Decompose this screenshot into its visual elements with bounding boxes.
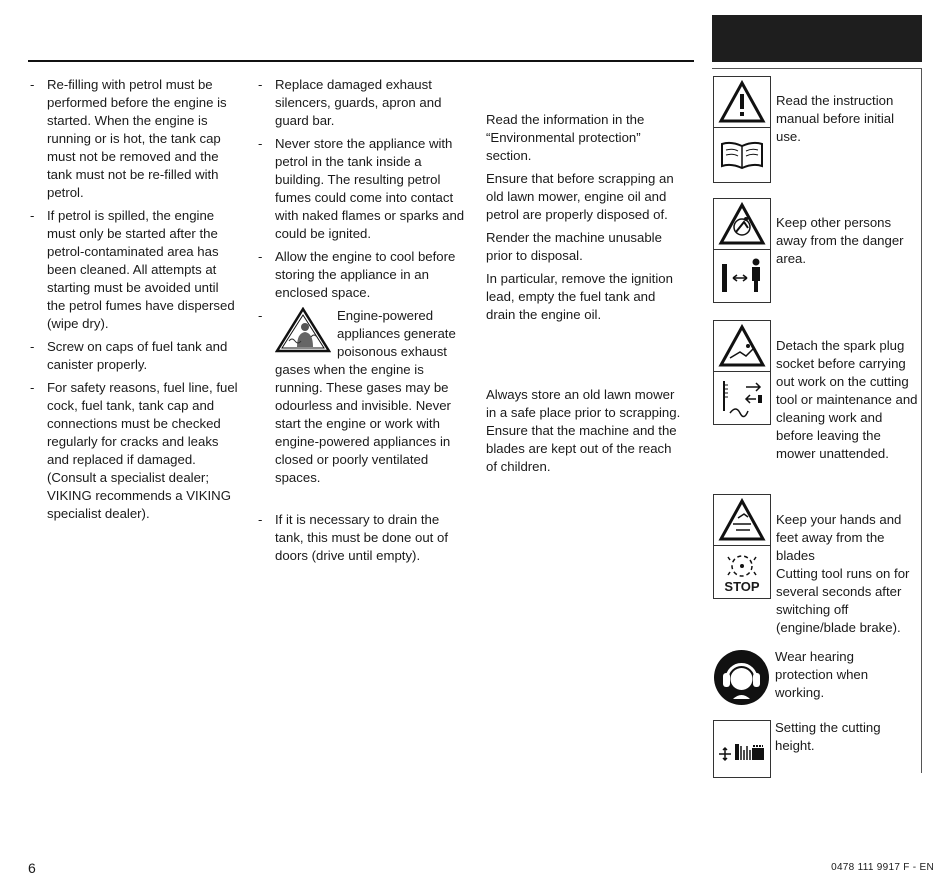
list-item-text: Screw on caps of fuel tank and canister properly.: [47, 339, 228, 372]
symbol-cutting-height-text: Setting the cutting height.: [775, 720, 881, 753]
page-number: 6: [28, 860, 36, 876]
sidebar-top-rule: [712, 68, 922, 69]
symbol-runon-text: Cutting tool runs on for several seconds after switching off (engine/blade brake).: [776, 566, 910, 635]
danger-area-warning-icon: [713, 198, 771, 250]
spark-plug-icon: [713, 371, 771, 425]
list-item: - Engine-powered appliances generate poisonous exhaust gases when the engine is running. These gases may be odourless and invisible. Never start the engine or work with engine-powered appliances in closed or poorly ventilated spaces.: [258, 308, 456, 485]
list-item: - Re-filling with petrol must be performed before the engine is started. When the engine is running or is hot, the tank cap must not be removed and the tank must not be re-filled with petrol.: [30, 77, 227, 200]
symbol-hearing-text: Wear hearing protection when working.: [775, 649, 869, 700]
warning-triangle-icon: [713, 76, 771, 128]
list-item-text: Never store the appliance with petrol in the tank inside a building. The resulting petrol fumes could come into contact with naked flames or sparks and could be ignited.: [275, 136, 465, 241]
list-item-text: If petrol is spilled, the engine must only be started after the petrol-contaminated area has been cleaned. All attempts at starting must be avoided until the petrol fumes have dispersed (wipe dry).: [47, 208, 235, 331]
blade-stop-icon: [713, 545, 771, 599]
paragraph: Always store an old lawn mower in a safe place prior to scrapping. Ensure that the machine and the blades are kept out of the reach of children.: [486, 387, 681, 474]
document-code: 0478 111 9917 F - EN: [831, 862, 934, 873]
list-item: - If petrol is spilled, the engine must only be started after the petrol-contaminated area has been cleaned. All attempts at starting must be avoided until the petrol fumes have dispersed (wipe dry).: [30, 208, 235, 331]
symbol-read-manual-text: Read the instruction manual before initial use.: [776, 93, 895, 144]
cutting-height-icon: [713, 720, 771, 778]
symbol-spark-plug-text: Detach the spark plug socket before carrying out work on the cutting tool or maintenance and cleaning work and before leaving the mower unattended.: [776, 338, 918, 461]
header-tab-block: [712, 15, 922, 62]
list-item: - Replace damaged exhaust silencers, guards, apron and guard bar.: [258, 77, 442, 128]
column-3: [486, 111, 686, 329]
list-item: - Never store the appliance with petrol in the tank inside a building. The resulting petrol fumes could come into contact with naked flames or sparks and could be ignited.: [258, 136, 465, 241]
list-item-text: Re-filling with petrol must be performed before the engine is started. When the engine is running or is hot, the tank cap must not be removed and the tank must not be re-filled with petrol.: [47, 77, 227, 200]
list-item-text: Allow the engine to cool before storing the appliance in an enclosed space.: [275, 249, 456, 300]
paragraph: Render the machine unusable prior to disposal.: [486, 230, 662, 263]
exhaust-gas-warning-icon: [275, 307, 331, 353]
list-item-text: For safety reasons, fuel line, fuel cock, fuel tank, tank cap and connections must be checked regularly for cracks and leaks and replaced if damaged. (Consult a specialist dealer; VIKING recommends a VIKING specialist dealer).: [47, 380, 238, 521]
list-item: - Allow the engine to cool before storing the appliance in an enclosed space.: [258, 249, 456, 300]
column-3-lower: [486, 386, 686, 481]
list-item: - If it is necessary to drain the tank, this must be done out of doors (drive until empty).: [258, 512, 449, 563]
bystander-distance-icon: [713, 249, 771, 303]
list-item-text: Engine-powered appliances generate poisonous exhaust gases when the engine is running. These gases may be odourless and invisible. Never start the engine or work with engine-powered appliances in closed or poorly ventilated spaces.: [275, 308, 456, 485]
paragraph: Ensure that before scrapping an old lawn mower, engine oil and petrol are properly disposed of.: [486, 171, 674, 222]
hearing-protection-icon: [713, 649, 770, 706]
paragraph: Read the information in the “Environmental protection” section.: [486, 112, 645, 163]
list-item: - Screw on caps of fuel tank and canister properly.: [30, 339, 228, 372]
list-item-text: If it is necessary to drain the tank, this must be done out of doors (drive until empty).: [275, 512, 449, 563]
header-rule: [28, 60, 694, 62]
column-1: [28, 76, 240, 528]
list-item-text: Replace damaged exhaust silencers, guards, apron and guard bar.: [275, 77, 442, 128]
paragraph: In particular, remove the ignition lead, empty the fuel tank and drain the engine oil.: [486, 271, 673, 322]
symbol-hands-feet-text: Keep your hands and feet away from the blades: [776, 512, 902, 563]
manual-book-icon: [713, 127, 771, 183]
column-2: [256, 76, 466, 570]
list-item: - For safety reasons, fuel line, fuel cock, fuel tank, tank cap and connections must be checked regularly for cracks and leaks and replaced if damaged. (Consult a specialist dealer; VIKING recommends a VIKING specialist dealer).: [30, 380, 238, 521]
blade-hazard-warning-icon: [713, 494, 771, 546]
symbol-keep-away-text: Keep other persons away from the danger area.: [776, 215, 904, 266]
maintenance-warning-icon: [713, 320, 771, 372]
stop-label: STOP: [724, 578, 760, 594]
